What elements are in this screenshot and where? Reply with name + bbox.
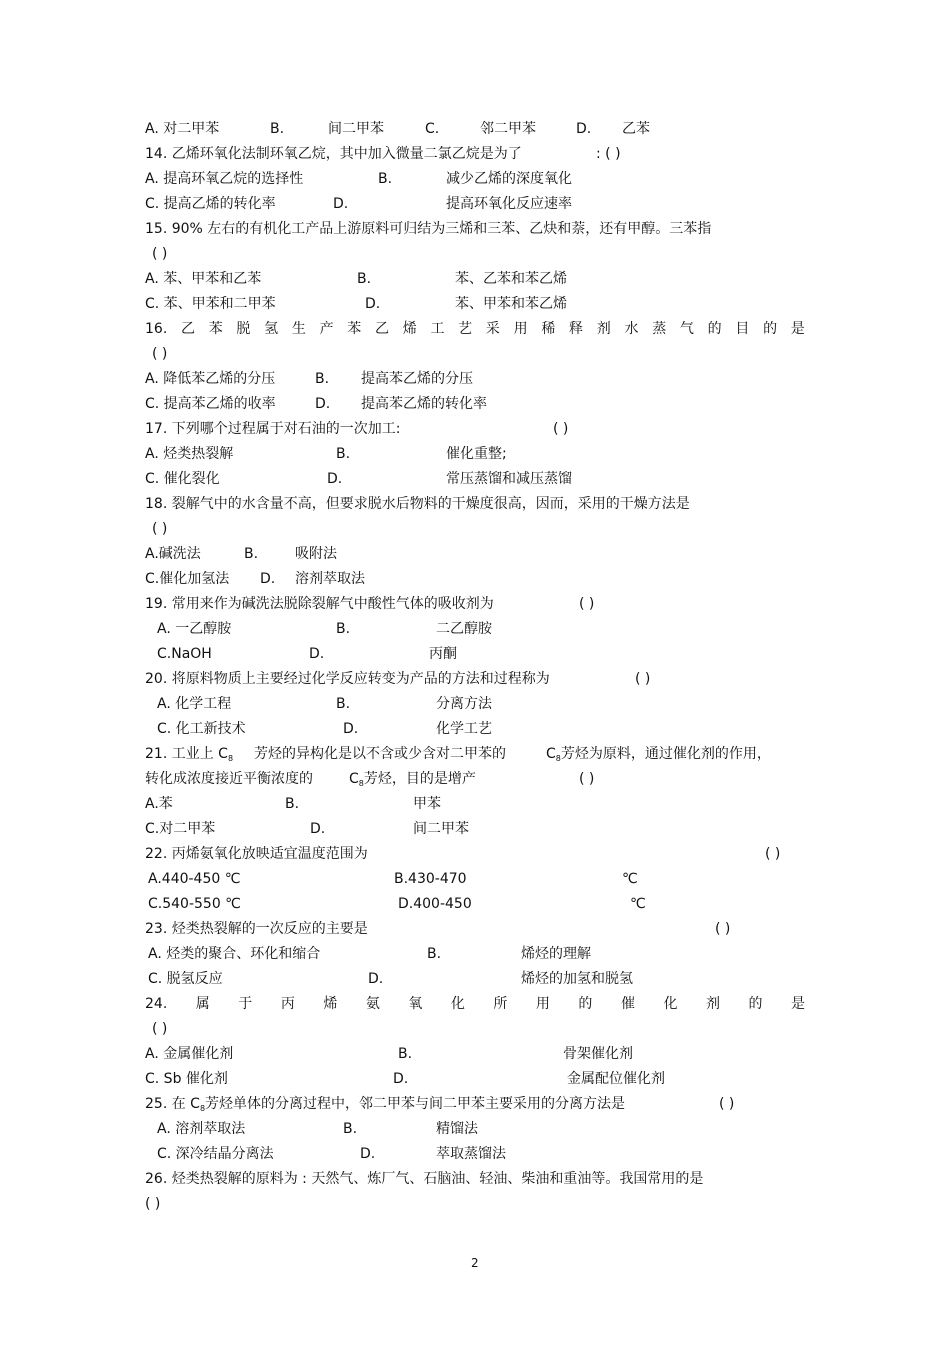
q14-option-d-label: D.: [333, 196, 349, 212]
q17-option-b-label: B.: [336, 446, 351, 462]
q22-answer-paren[interactable]: ( ): [765, 846, 781, 862]
q14-stem: 14. 乙烯环氧化法制环氧乙烷，其中加入微量二氯乙烷是为了: [145, 146, 522, 162]
q23-option-d-text: 烯烃的加氢和脱氢: [521, 971, 633, 987]
q14-answer-paren[interactable]: : ( ): [596, 146, 621, 162]
q13-option-b-label: B.: [270, 121, 285, 137]
q24-option-b-text: 骨架催化剂: [563, 1046, 633, 1062]
q16-answer-paren[interactable]: ( ): [152, 346, 168, 362]
q20-option-d-label: D.: [343, 721, 359, 737]
q21-option-a: A.苯: [145, 796, 173, 812]
q21-option-c: C.对二甲苯: [145, 821, 216, 837]
q17-option-c: C. 催化裂化: [145, 471, 220, 487]
q25-option-d-text: 萃取蒸馏法: [436, 1146, 506, 1162]
q15-answer-paren[interactable]: ( ): [152, 246, 168, 262]
q24-option-c: C. Sb 催化剂: [145, 1071, 228, 1087]
q20-option-b-label: B.: [336, 696, 351, 712]
q15-option-d-text: 苯、甲苯和苯乙烯: [455, 296, 567, 312]
q13-option-d-label: D.: [576, 121, 592, 137]
q15-option-b-text: 苯、乙苯和苯乙烯: [455, 271, 567, 287]
q23-option-d-label: D.: [368, 971, 384, 987]
q24-option-d-text: 金属配位催化剂: [567, 1071, 665, 1087]
q17-option-b-text: 催化重整;: [446, 446, 507, 462]
q21-stem-line2-b: $C_8$芳烃，目的是增产: [349, 771, 476, 788]
page-number: 2: [471, 1256, 479, 1270]
q20-option-c: C. 化工新技术: [157, 721, 246, 737]
q18-option-d-label: D.: [260, 571, 276, 587]
q25-option-a: A. 溶剂萃取法: [157, 1121, 246, 1137]
q22-option-d-unit: ℃: [630, 896, 646, 912]
q19-answer-paren[interactable]: ( ): [579, 596, 595, 612]
q23-stem: 23. 烃类热裂解的一次反应的主要是: [145, 921, 368, 937]
q17-stem: 17. 下列哪个过程属于对石油的一次加工:: [145, 421, 401, 437]
q18-answer-paren[interactable]: ( ): [152, 521, 168, 537]
q21-answer-paren[interactable]: ( ): [579, 771, 595, 787]
q23-option-b-label: B.: [427, 946, 442, 962]
q21-option-d-text: 间二甲苯: [413, 821, 469, 837]
q16-option-b-label: B.: [315, 371, 330, 387]
q24-stem: 24. 属 于 丙 烯 氨 氧 化 所 用 的 催 化 剂 的 是: [145, 996, 805, 1012]
q26-answer-paren[interactable]: ( ): [145, 1196, 161, 1212]
q20-option-a: A. 化学工程: [157, 696, 232, 712]
q22-option-b: B.430-470: [394, 871, 467, 887]
q18-option-d-text: 溶剂萃取法: [295, 571, 365, 587]
q16-option-d-label: D.: [315, 396, 331, 412]
q23-option-b-text: 烯烃的理解: [521, 946, 591, 962]
q18-option-a: A.碱洗法: [145, 546, 201, 562]
q16-option-b-text: 提高苯乙烯的分压: [361, 371, 473, 387]
q15-option-a: A. 苯、甲苯和乙苯: [145, 271, 262, 287]
q13-option-b-text: 间二甲苯: [328, 121, 384, 137]
q19-option-d-label: D.: [309, 646, 325, 662]
q19-option-a: A. 一乙醇胺: [157, 621, 232, 637]
q14-option-a: A. 提高环氧乙烷的选择性: [145, 171, 304, 187]
q17-answer-paren[interactable]: ( ): [553, 421, 569, 437]
q19-option-b-text: 二乙醇胺: [436, 621, 492, 637]
q16-stem: 16. 乙 苯 脱 氢 生 产 苯 乙 烯 工 艺 采 用 稀 释 剂 水 蒸 气 的 目 的 是: [145, 321, 805, 337]
q13-options: A. 对二甲苯: [145, 121, 220, 137]
q14-option-b-text: 减少乙烯的深度氧化: [446, 171, 572, 187]
q22-option-c: C.540-550 ℃: [148, 896, 241, 912]
q14-option-d-text: 提高环氧化反应速率: [446, 196, 572, 212]
q15-option-b-label: B.: [357, 271, 372, 287]
q16-option-a: A. 降低苯乙烯的分压: [145, 371, 276, 387]
q22-stem: 22. 丙烯氨氧化放映适宜温度范围为: [145, 846, 368, 862]
q21-stem-line1-b: 芳烃的异构化是以不含或少含对二甲苯的: [254, 746, 506, 762]
q20-answer-paren[interactable]: ( ): [635, 671, 651, 687]
q13-option-c-text: 邻二甲苯: [480, 121, 536, 137]
q18-option-b-label: B.: [244, 546, 259, 562]
q19-option-c: C.NaOH: [157, 646, 212, 662]
q15-option-d-label: D.: [365, 296, 381, 312]
q22-option-b-unit: ℃: [622, 871, 638, 887]
q14-option-b-label: B.: [378, 171, 393, 187]
q20-option-b-text: 分离方法: [436, 696, 492, 712]
q20-option-d-text: 化学工艺: [436, 721, 492, 737]
q18-option-c: C.催化加氢法: [145, 571, 230, 587]
q26-stem: 26. 烃类热裂解的原料为 : 天然气、炼厂气、石脑油、轻油、柴油和重油等。我国常用的是: [145, 1171, 704, 1187]
q16-option-d-text: 提高苯乙烯的转化率: [361, 396, 487, 412]
q23-option-a: A. 烃类的聚合、环化和缩合: [148, 946, 321, 962]
q16-option-c: C. 提高苯乙烯的收率: [145, 396, 276, 412]
q21-stem-line1-c: $C_8$芳烃为原料，通过催化剂的作用，: [546, 746, 771, 763]
q19-option-b-label: B.: [336, 621, 351, 637]
q21-option-b-text: 甲苯: [413, 796, 441, 812]
q19-option-d-text: 丙酮: [429, 646, 457, 662]
q25-option-d-label: D.: [360, 1146, 376, 1162]
q23-option-c: C. 脱氢反应: [148, 971, 223, 987]
q17-option-a: A. 烃类热裂解: [145, 446, 234, 462]
q15-stem: 15. 90% 左右的有机化工产品上游原料可归结为三烯和三苯、乙炔和萘，还有甲醇。三苯指: [145, 221, 712, 237]
q25-option-b-label: B.: [343, 1121, 358, 1137]
q19-stem: 19. 常用来作为碱洗法脱除裂解气中酸性气体的吸收剂为: [145, 596, 494, 612]
q21-option-b-label: B.: [285, 796, 300, 812]
q18-stem: 18. 裂解气中的水含量不高，但要求脱水后物料的干燥度很高，因而，采用的干燥方法是: [145, 496, 690, 512]
q17-option-d-text: 常压蒸馏和减压蒸馏: [446, 471, 572, 487]
q25-answer-paren[interactable]: ( ): [719, 1096, 735, 1112]
q24-option-b-label: B.: [398, 1046, 413, 1062]
q25-stem: 25. 在 $C_8$芳烃单体的分离过程中，邻二甲苯与间二甲苯主要采用的分离方法是: [145, 1096, 626, 1113]
q17-option-d-label: D.: [327, 471, 343, 487]
q18-option-b-text: 吸附法: [295, 546, 337, 562]
q25-option-b-text: 精馏法: [436, 1121, 478, 1137]
q24-answer-paren[interactable]: ( ): [152, 1021, 168, 1037]
q20-stem: 20. 将原料物质上主要经过化学反应转变为产品的方法和过程称为: [145, 671, 550, 687]
q14-option-c: C. 提高乙烯的转化率: [145, 196, 276, 212]
q23-answer-paren[interactable]: ( ): [715, 921, 731, 937]
q21-stem-line2: 转化成浓度接近平衡浓度的: [145, 771, 313, 787]
q13-option-d-text: 乙苯: [622, 121, 650, 137]
q15-option-c: C. 苯、甲苯和二甲苯: [145, 296, 276, 312]
q25-option-c: C. 深冷结晶分离法: [157, 1146, 274, 1162]
q21-option-d-label: D.: [310, 821, 326, 837]
q13-option-c-label: C.: [425, 121, 440, 137]
q24-option-d-label: D.: [393, 1071, 409, 1087]
q22-option-d: D.400-450: [398, 896, 472, 912]
q22-option-a: A.440-450 ℃: [148, 871, 241, 887]
q24-option-a: A. 金属催化剂: [145, 1046, 234, 1062]
q21-stem-line1: 21. 工业上 $C_8$: [145, 746, 234, 763]
